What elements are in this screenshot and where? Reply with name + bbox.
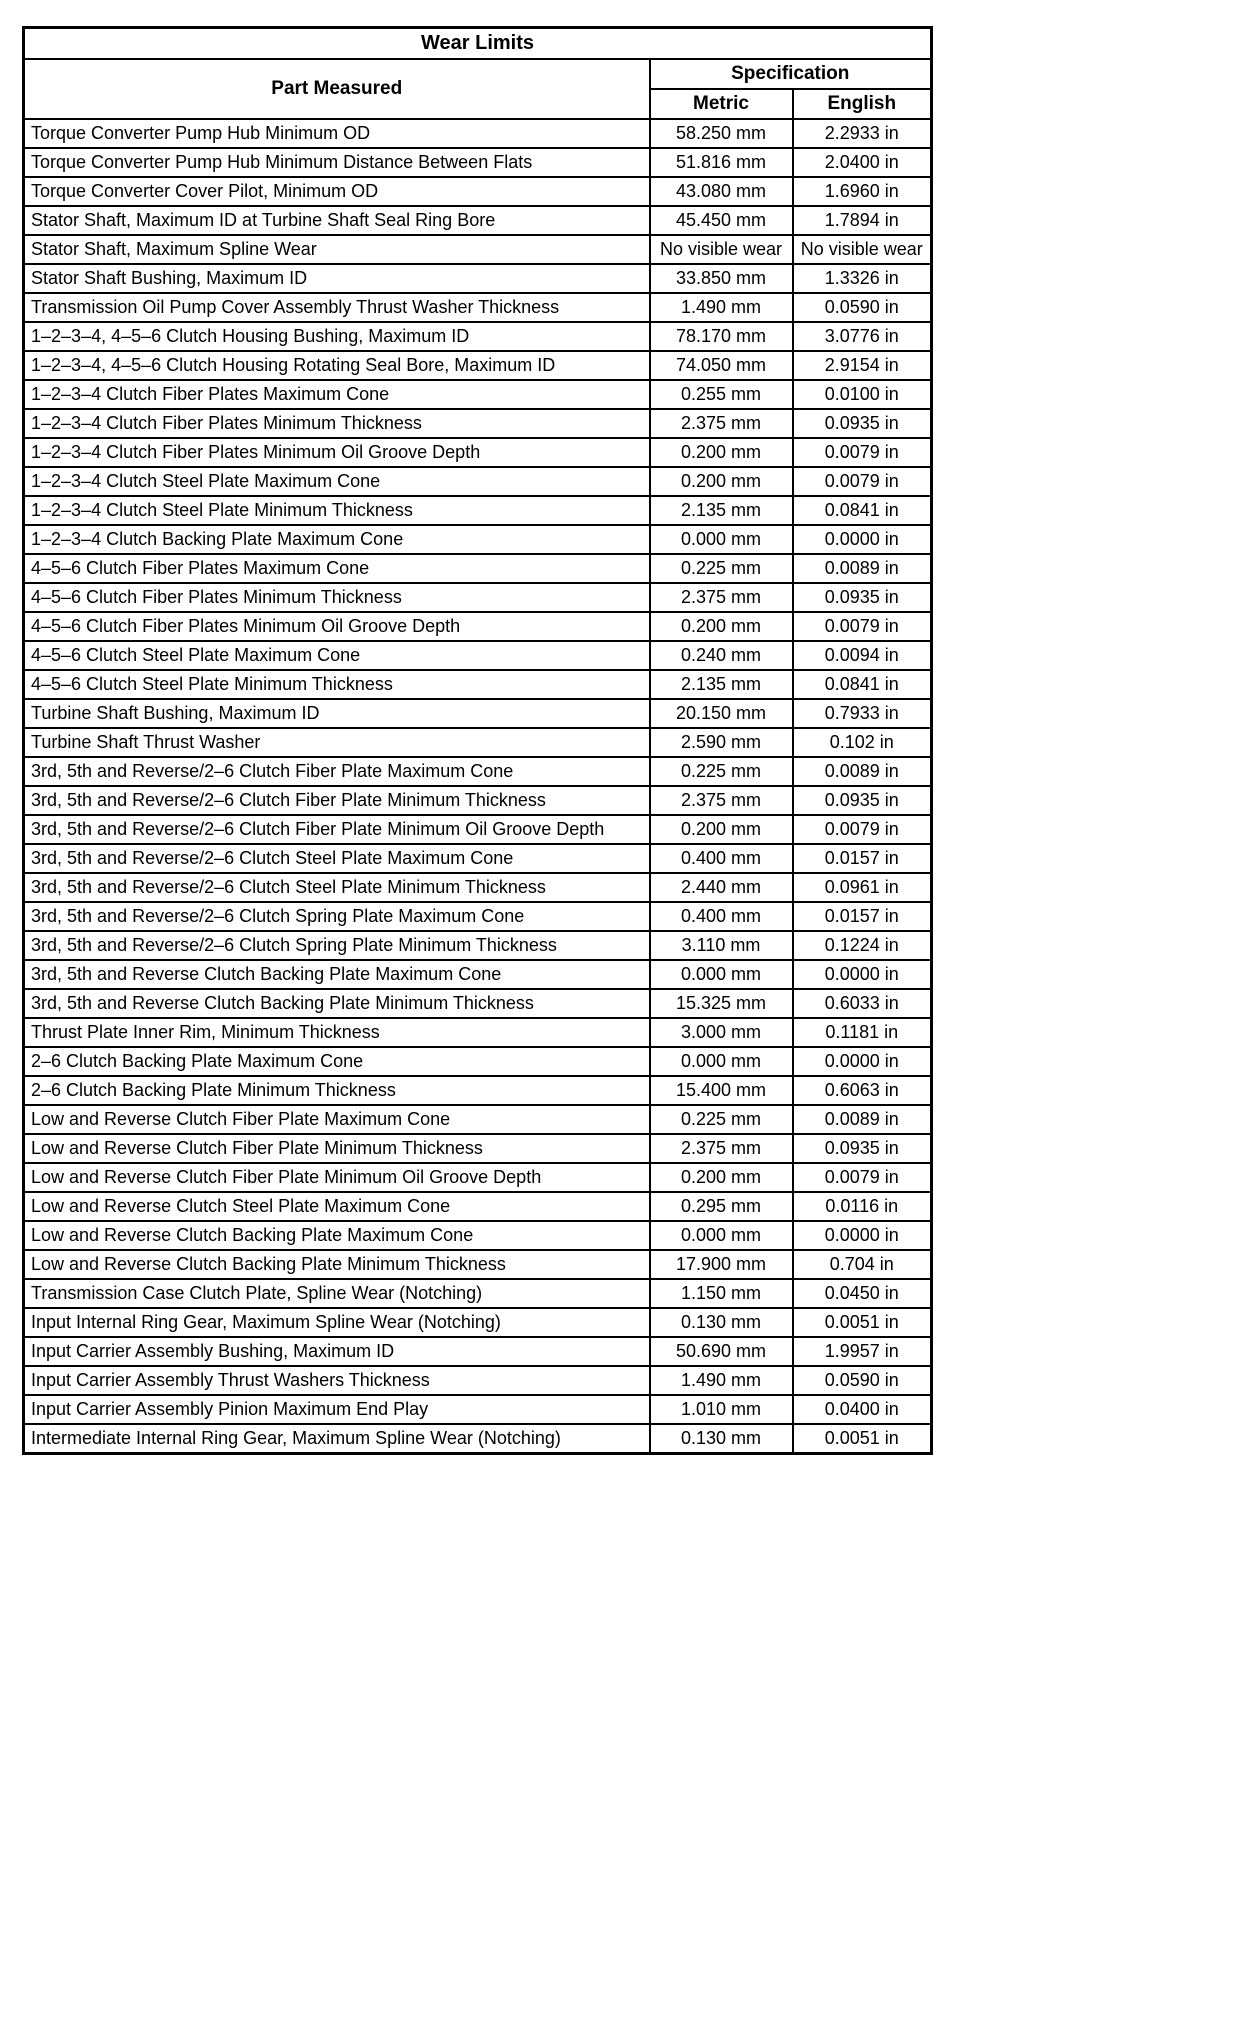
part-measured-cell: 3rd, 5th and Reverse/2–6 Clutch Fiber Plate Maximum Cone	[24, 757, 650, 786]
metric-value-cell: 51.816 mm	[650, 148, 793, 177]
part-measured-cell: Low and Reverse Clutch Backing Plate Maximum Cone	[24, 1221, 650, 1250]
english-value-cell: 0.0157 in	[793, 902, 932, 931]
part-measured-cell: 2–6 Clutch Backing Plate Minimum Thickness	[24, 1076, 650, 1105]
table-row	[24, 119, 932, 148]
english-value-cell: 0.102 in	[793, 728, 932, 757]
table-row	[24, 496, 932, 525]
table-row	[24, 1163, 932, 1192]
metric-value-cell: 20.150 mm	[650, 699, 793, 728]
metric-value-cell: 1.150 mm	[650, 1279, 793, 1308]
metric-value-cell: 1.490 mm	[650, 1366, 793, 1395]
table-row	[24, 1424, 932, 1454]
metric-value-cell: 0.400 mm	[650, 844, 793, 873]
table-row	[24, 989, 932, 1018]
part-measured-cell: Low and Reverse Clutch Fiber Plate Minimum Thickness	[24, 1134, 650, 1163]
metric-value-cell: 0.000 mm	[650, 525, 793, 554]
english-value-cell: 2.9154 in	[793, 351, 932, 380]
english-value-cell: 0.0590 in	[793, 293, 932, 322]
metric-value-cell: 0.240 mm	[650, 641, 793, 670]
table-row	[24, 1366, 932, 1395]
part-measured-cell: 1–2–3–4 Clutch Backing Plate Maximum Cone	[24, 525, 650, 554]
table-row	[24, 583, 932, 612]
english-value-cell: 0.0935 in	[793, 583, 932, 612]
metric-value-cell: 17.900 mm	[650, 1250, 793, 1279]
english-value-cell: 2.0400 in	[793, 148, 932, 177]
part-measured-cell: Stator Shaft, Maximum ID at Turbine Shaft Seal Ring Bore	[24, 206, 650, 235]
part-measured-cell: 3rd, 5th and Reverse/2–6 Clutch Spring Plate Maximum Cone	[24, 902, 650, 931]
table-body	[24, 119, 932, 1454]
part-measured-cell: 4–5–6 Clutch Steel Plate Minimum Thickness	[24, 670, 650, 699]
metric-value-cell: 2.375 mm	[650, 786, 793, 815]
part-measured-cell: 1–2–3–4 Clutch Steel Plate Minimum Thickness	[24, 496, 650, 525]
part-measured-cell: Low and Reverse Clutch Fiber Plate Minimum Oil Groove Depth	[24, 1163, 650, 1192]
english-value-cell: 0.0961 in	[793, 873, 932, 902]
table-row	[24, 1192, 932, 1221]
table-title: Wear Limits	[24, 28, 932, 60]
column-header-part-measured: Part Measured	[24, 59, 650, 119]
metric-value-cell: 50.690 mm	[650, 1337, 793, 1366]
english-value-cell: 0.0935 in	[793, 786, 932, 815]
part-measured-cell: 4–5–6 Clutch Fiber Plates Minimum Thickness	[24, 583, 650, 612]
table-row	[24, 148, 932, 177]
metric-value-cell: 45.450 mm	[650, 206, 793, 235]
english-value-cell: 0.0079 in	[793, 612, 932, 641]
part-measured-cell: 1–2–3–4, 4–5–6 Clutch Housing Bushing, Maximum ID	[24, 322, 650, 351]
english-value-cell: 0.0000 in	[793, 525, 932, 554]
english-value-cell: 0.0079 in	[793, 815, 932, 844]
part-measured-cell: Input Carrier Assembly Pinion Maximum End Play	[24, 1395, 650, 1424]
table-row	[24, 1279, 932, 1308]
part-measured-cell: 1–2–3–4, 4–5–6 Clutch Housing Rotating Seal Bore, Maximum ID	[24, 351, 650, 380]
part-measured-cell: Turbine Shaft Bushing, Maximum ID	[24, 699, 650, 728]
part-measured-cell: 1–2–3–4 Clutch Fiber Plates Minimum Thickness	[24, 409, 650, 438]
english-value-cell: 0.0841 in	[793, 496, 932, 525]
table-row	[24, 177, 932, 206]
part-measured-cell: 3rd, 5th and Reverse/2–6 Clutch Steel Plate Minimum Thickness	[24, 873, 650, 902]
column-header-metric: Metric	[650, 89, 793, 119]
table-row	[24, 1250, 932, 1279]
english-value-cell: 0.7933 in	[793, 699, 932, 728]
english-value-cell: 0.0089 in	[793, 554, 932, 583]
metric-value-cell: 74.050 mm	[650, 351, 793, 380]
table-row	[24, 380, 932, 409]
english-value-cell: 1.9957 in	[793, 1337, 932, 1366]
english-value-cell: 0.0400 in	[793, 1395, 932, 1424]
english-value-cell: 0.0841 in	[793, 670, 932, 699]
metric-value-cell: 0.225 mm	[650, 1105, 793, 1134]
metric-value-cell: 2.135 mm	[650, 670, 793, 699]
table-row	[24, 960, 932, 989]
part-measured-cell: Transmission Case Clutch Plate, Spline Wear (Notching)	[24, 1279, 650, 1308]
table-row	[24, 438, 932, 467]
metric-value-cell: 0.295 mm	[650, 1192, 793, 1221]
metric-value-cell: 15.325 mm	[650, 989, 793, 1018]
table-row	[24, 235, 932, 264]
part-measured-cell: 3rd, 5th and Reverse/2–6 Clutch Steel Plate Maximum Cone	[24, 844, 650, 873]
metric-value-cell: 0.130 mm	[650, 1308, 793, 1337]
english-value-cell: 0.0079 in	[793, 467, 932, 496]
metric-value-cell: 15.400 mm	[650, 1076, 793, 1105]
metric-value-cell: 0.000 mm	[650, 960, 793, 989]
metric-value-cell: 2.440 mm	[650, 873, 793, 902]
part-measured-cell: 4–5–6 Clutch Fiber Plates Maximum Cone	[24, 554, 650, 583]
english-value-cell: 3.0776 in	[793, 322, 932, 351]
title-row	[24, 28, 932, 60]
part-measured-cell: Input Internal Ring Gear, Maximum Spline Wear (Notching)	[24, 1308, 650, 1337]
metric-value-cell: 0.000 mm	[650, 1221, 793, 1250]
part-measured-cell: Torque Converter Pump Hub Minimum Distance Between Flats	[24, 148, 650, 177]
table-row	[24, 1076, 932, 1105]
english-value-cell: 2.2933 in	[793, 119, 932, 148]
english-value-cell: 0.6033 in	[793, 989, 932, 1018]
english-value-cell: 1.7894 in	[793, 206, 932, 235]
part-measured-cell: Input Carrier Assembly Thrust Washers Thickness	[24, 1366, 650, 1395]
column-header-english: English	[793, 89, 932, 119]
metric-value-cell: 58.250 mm	[650, 119, 793, 148]
part-measured-cell: Torque Converter Cover Pilot, Minimum OD	[24, 177, 650, 206]
english-value-cell: 0.0590 in	[793, 1366, 932, 1395]
metric-value-cell: 3.000 mm	[650, 1018, 793, 1047]
metric-value-cell: 43.080 mm	[650, 177, 793, 206]
table-row	[24, 206, 932, 235]
metric-value-cell: 0.255 mm	[650, 380, 793, 409]
part-measured-cell: Thrust Plate Inner Rim, Minimum Thickness	[24, 1018, 650, 1047]
part-measured-cell: Low and Reverse Clutch Backing Plate Minimum Thickness	[24, 1250, 650, 1279]
table-row	[24, 670, 932, 699]
part-measured-cell: 3rd, 5th and Reverse Clutch Backing Plate Maximum Cone	[24, 960, 650, 989]
part-measured-cell: 2–6 Clutch Backing Plate Maximum Cone	[24, 1047, 650, 1076]
metric-value-cell: No visible wear	[650, 235, 793, 264]
table-row	[24, 815, 932, 844]
part-measured-cell: Intermediate Internal Ring Gear, Maximum Spline Wear (Notching)	[24, 1424, 650, 1454]
part-measured-cell: Stator Shaft, Maximum Spline Wear	[24, 235, 650, 264]
english-value-cell: 0.0935 in	[793, 1134, 932, 1163]
part-measured-cell: Low and Reverse Clutch Fiber Plate Maximum Cone	[24, 1105, 650, 1134]
table-row	[24, 322, 932, 351]
table-row	[24, 728, 932, 757]
table-row	[24, 525, 932, 554]
english-value-cell: 0.0000 in	[793, 1047, 932, 1076]
metric-value-cell: 2.375 mm	[650, 583, 793, 612]
metric-value-cell: 0.200 mm	[650, 438, 793, 467]
english-value-cell: 1.3326 in	[793, 264, 932, 293]
part-measured-cell: 1–2–3–4 Clutch Fiber Plates Minimum Oil Groove Depth	[24, 438, 650, 467]
english-value-cell: 0.0079 in	[793, 1163, 932, 1192]
english-value-cell: 0.0094 in	[793, 641, 932, 670]
metric-value-cell: 33.850 mm	[650, 264, 793, 293]
part-measured-cell: 3rd, 5th and Reverse/2–6 Clutch Spring Plate Minimum Thickness	[24, 931, 650, 960]
part-measured-cell: Transmission Oil Pump Cover Assembly Thrust Washer Thickness	[24, 293, 650, 322]
metric-value-cell: 2.375 mm	[650, 409, 793, 438]
part-measured-cell: 4–5–6 Clutch Fiber Plates Minimum Oil Groove Depth	[24, 612, 650, 641]
metric-value-cell: 0.225 mm	[650, 554, 793, 583]
metric-value-cell: 78.170 mm	[650, 322, 793, 351]
table-row	[24, 873, 932, 902]
metric-value-cell: 1.010 mm	[650, 1395, 793, 1424]
english-value-cell: 0.0079 in	[793, 438, 932, 467]
part-measured-cell: Stator Shaft Bushing, Maximum ID	[24, 264, 650, 293]
metric-value-cell: 2.590 mm	[650, 728, 793, 757]
english-value-cell: 0.0000 in	[793, 960, 932, 989]
metric-value-cell: 0.000 mm	[650, 1047, 793, 1076]
table-row	[24, 641, 932, 670]
english-value-cell: 0.0051 in	[793, 1308, 932, 1337]
table-row	[24, 931, 932, 960]
metric-value-cell: 0.200 mm	[650, 467, 793, 496]
table-row	[24, 264, 932, 293]
table-row	[24, 1134, 932, 1163]
table-row	[24, 902, 932, 931]
table-row	[24, 1395, 932, 1424]
metric-value-cell: 0.130 mm	[650, 1424, 793, 1454]
metric-value-cell: 0.225 mm	[650, 757, 793, 786]
metric-value-cell: 1.490 mm	[650, 293, 793, 322]
metric-value-cell: 0.200 mm	[650, 612, 793, 641]
english-value-cell: 0.0051 in	[793, 1424, 932, 1454]
english-value-cell: 1.6960 in	[793, 177, 932, 206]
english-value-cell: 0.1224 in	[793, 931, 932, 960]
table-row	[24, 409, 932, 438]
table-row	[24, 351, 932, 380]
english-value-cell: 0.0089 in	[793, 757, 932, 786]
wear-limits-table	[22, 26, 933, 1455]
table-row	[24, 1018, 932, 1047]
table-row	[24, 467, 932, 496]
english-value-cell: No visible wear	[793, 235, 932, 264]
table-row	[24, 1308, 932, 1337]
table-row	[24, 757, 932, 786]
metric-value-cell: 2.375 mm	[650, 1134, 793, 1163]
english-value-cell: 0.0100 in	[793, 380, 932, 409]
table-row	[24, 293, 932, 322]
part-measured-cell: Low and Reverse Clutch Steel Plate Maximum Cone	[24, 1192, 650, 1221]
table-row	[24, 1337, 932, 1366]
part-measured-cell: 3rd, 5th and Reverse/2–6 Clutch Fiber Plate Minimum Thickness	[24, 786, 650, 815]
english-value-cell: 0.0935 in	[793, 409, 932, 438]
table-row	[24, 1221, 932, 1250]
table-row	[24, 1047, 932, 1076]
metric-value-cell: 3.110 mm	[650, 931, 793, 960]
table-row	[24, 844, 932, 873]
english-value-cell: 0.0116 in	[793, 1192, 932, 1221]
table-row	[24, 699, 932, 728]
english-value-cell: 0.0157 in	[793, 844, 932, 873]
part-measured-cell: Turbine Shaft Thrust Washer	[24, 728, 650, 757]
table-row	[24, 786, 932, 815]
english-value-cell: 0.0089 in	[793, 1105, 932, 1134]
english-value-cell: 0.0000 in	[793, 1221, 932, 1250]
table-row	[24, 554, 932, 583]
part-measured-cell: Input Carrier Assembly Bushing, Maximum ID	[24, 1337, 650, 1366]
metric-value-cell: 0.200 mm	[650, 815, 793, 844]
english-value-cell: 0.1181 in	[793, 1018, 932, 1047]
column-header-specification: Specification	[650, 59, 932, 89]
part-measured-cell: 4–5–6 Clutch Steel Plate Maximum Cone	[24, 641, 650, 670]
table-row	[24, 1105, 932, 1134]
english-value-cell: 0.0450 in	[793, 1279, 932, 1308]
part-measured-cell: Torque Converter Pump Hub Minimum OD	[24, 119, 650, 148]
table-row	[24, 612, 932, 641]
part-measured-cell: 1–2–3–4 Clutch Steel Plate Maximum Cone	[24, 467, 650, 496]
metric-value-cell: 0.400 mm	[650, 902, 793, 931]
metric-value-cell: 0.200 mm	[650, 1163, 793, 1192]
part-measured-cell: 1–2–3–4 Clutch Fiber Plates Maximum Cone	[24, 380, 650, 409]
english-value-cell: 0.6063 in	[793, 1076, 932, 1105]
table-header	[24, 28, 932, 120]
english-value-cell: 0.704 in	[793, 1250, 932, 1279]
metric-value-cell: 2.135 mm	[650, 496, 793, 525]
part-measured-cell: 3rd, 5th and Reverse Clutch Backing Plate Minimum Thickness	[24, 989, 650, 1018]
part-measured-cell: 3rd, 5th and Reverse/2–6 Clutch Fiber Plate Minimum Oil Groove Depth	[24, 815, 650, 844]
header-row-specification	[24, 59, 932, 89]
